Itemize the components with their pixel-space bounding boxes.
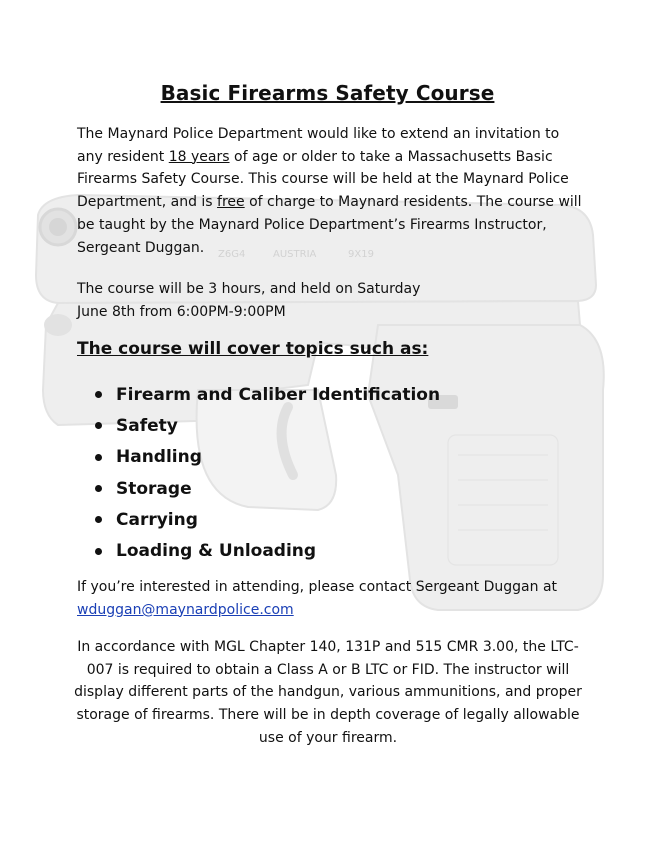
bullet-icon — [95, 485, 102, 492]
topics-heading: The course will cover topics such as: — [77, 339, 429, 359]
bullet-icon — [95, 516, 102, 523]
topic-label: Loading & Unloading — [116, 541, 317, 562]
email-link[interactable]: wduggan@maynardpolice.com — [77, 601, 294, 618]
list-item — [95, 442, 440, 473]
topics-list — [95, 379, 440, 567]
bullet-icon — [95, 422, 102, 429]
intro-text-3: of charge to Maynard residents. The course will be taught by the Maynard Police Department’s Firearms Instructor, Sergeant Duggan. — [77, 194, 582, 256]
topic-label: Storage — [116, 478, 192, 499]
topic-label: Carrying — [116, 509, 198, 530]
contact-text: If you’re interested in attending, please contact Sergeant Duggan at — [77, 579, 558, 595]
intro-paragraph — [77, 123, 587, 259]
intro-text-2: of age or older to take a Massachusetts Basic Firearms Safety Course. This course will be held at the Maynard Police Department, and is — [77, 148, 569, 211]
list-item — [95, 410, 440, 441]
topic-label: Handling — [116, 447, 202, 468]
slide-engraving-1: Z6G4 — [218, 249, 246, 260]
topic-label: Firearm and Caliber Identification — [116, 384, 441, 405]
list-item — [95, 379, 440, 410]
bullet-icon — [95, 391, 102, 398]
topic-label: Safety — [116, 415, 178, 436]
list-item — [95, 535, 440, 566]
list-item — [95, 504, 440, 535]
list-item — [95, 473, 440, 504]
slide-engraving-2: AUSTRIA — [273, 249, 317, 260]
slide-engraving-3: 9X19 — [348, 249, 374, 260]
legal-paragraph: In accordance with MGL Chapter 140, 131P and 515 CMR 3.00, the LTC-007 is required to obtain a Class A or B LTC or FID. The instructor will display different parts of the handgun, various ammunitions, and proper storage of firearms. There will be in depth coverage of legally allowable use of your firearm. — [74, 639, 582, 746]
schedule-paragraph — [77, 278, 587, 323]
bullet-icon — [95, 548, 102, 555]
schedule-line-2: June 8th from 6:00PM-9:00PM — [77, 303, 286, 320]
page-title: Basic Firearms Safety Course — [160, 81, 495, 105]
bullet-icon — [95, 454, 102, 461]
contact-paragraph — [77, 576, 597, 621]
free-emphasis: free — [217, 194, 245, 211]
schedule-line-1: The course will be 3 hours, and held on Saturday — [77, 281, 421, 297]
age-requirement: 18 years — [168, 148, 230, 165]
intro-text-1: The Maynard Police Department would like to extend an invitation to any resident — [77, 126, 560, 165]
